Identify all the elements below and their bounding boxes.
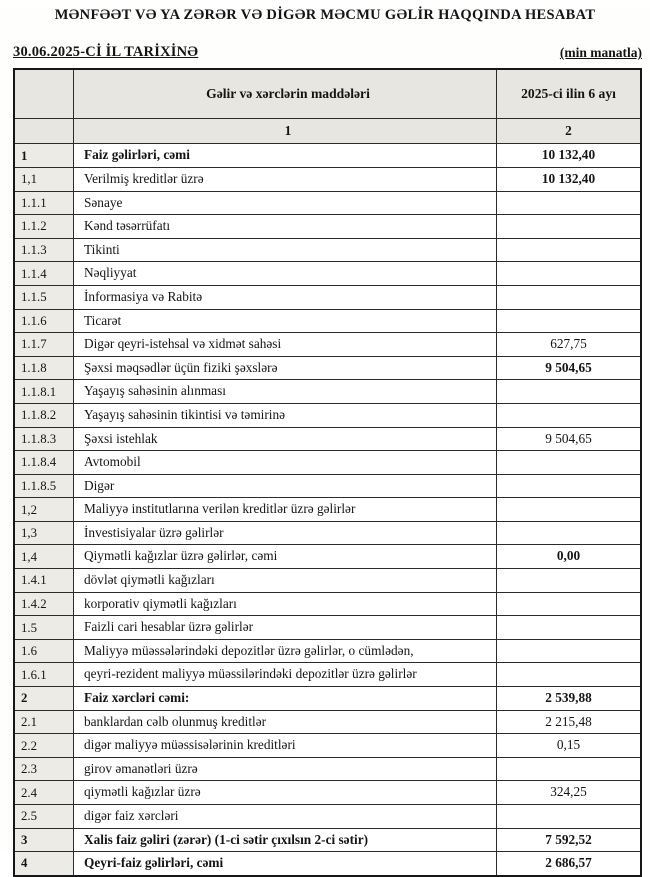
table-row [15, 144, 640, 168]
table-header-row [15, 70, 640, 119]
header-items-cell: Gəlir və xərclərin maddələri [74, 70, 497, 118]
row-number: 1.1.5 [15, 286, 74, 309]
row-number: 2.5 [15, 805, 74, 828]
table-row [15, 545, 640, 569]
row-value [497, 262, 640, 285]
row-number: 1.1.1 [15, 192, 74, 215]
index-period-cell: 2 [565, 123, 572, 139]
table-row [15, 239, 640, 263]
table-row [15, 428, 640, 452]
row-label: digər maliyyə müəssisələrinin kreditləri [74, 734, 497, 757]
table-row [15, 734, 640, 758]
row-number: 1.1.4 [15, 262, 74, 285]
table-row [15, 663, 640, 687]
table-row [15, 805, 640, 829]
row-number: 1 [15, 144, 74, 167]
row-number: 1.6.1 [15, 663, 74, 686]
row-value: 9 504,65 [545, 359, 592, 375]
row-value [497, 380, 640, 403]
table-row [15, 380, 640, 404]
row-value: 2 686,57 [545, 855, 592, 871]
row-value: 9 504,65 [545, 430, 592, 446]
row-number: 2.1 [15, 711, 74, 734]
row-number: 3 [15, 829, 74, 852]
row-value: 324,25 [550, 784, 587, 800]
table-row [15, 475, 640, 499]
row-number: 1.4.2 [15, 593, 74, 616]
table-row [15, 286, 640, 310]
row-label: Digər [74, 475, 497, 498]
row-label: korporativ qiymətli kağızları [74, 593, 497, 616]
table-row [15, 215, 640, 239]
row-value: 2 215,48 [545, 713, 592, 729]
row-number: 1,4 [15, 545, 74, 568]
row-label: İnvestisiyalar üzrə gəlirlər [74, 522, 497, 545]
header-number-cell [15, 70, 74, 118]
row-label: Sənaye [74, 192, 497, 215]
row-label: Tikinti [74, 239, 497, 262]
row-label: İnformasiya və Rabitə [74, 286, 497, 309]
row-label: Yaşayış sahəsinin tikintisi və təmirinə [74, 404, 497, 427]
subtitle-row [13, 44, 642, 61]
row-number: 2.3 [15, 758, 74, 781]
row-value [497, 593, 640, 616]
row-label: Şəxsi məqsədlər üçün fiziki şəxslərə [74, 357, 497, 380]
row-value [497, 239, 640, 262]
row-number: 1.1.8.5 [15, 475, 74, 498]
row-value [497, 758, 640, 781]
row-value: 7 592,52 [545, 831, 592, 847]
table-row [15, 569, 640, 593]
row-label: Yaşayış sahəsinin alınması [74, 380, 497, 403]
table-row [15, 781, 640, 805]
row-label: Şəxsi istehlak [74, 428, 497, 451]
row-value: 10 132,40 [541, 170, 596, 186]
row-number: 1.1.2 [15, 215, 74, 238]
row-value [497, 498, 640, 521]
row-value [497, 522, 640, 545]
row-value [497, 616, 640, 639]
table-row [15, 168, 640, 192]
row-label: Nəqliyyat [74, 262, 497, 285]
row-number: 2.4 [15, 781, 74, 804]
row-value [497, 475, 640, 498]
row-number: 2 [15, 687, 74, 710]
row-value [497, 404, 640, 427]
row-number: 1.1.8.2 [15, 404, 74, 427]
row-label: Verilmiş kreditlər üzrə [74, 168, 497, 191]
row-label: Qiymətli kağızlar üzrə gəlirlər, cəmi [74, 545, 497, 568]
row-value: 0,15 [556, 737, 581, 753]
row-value [497, 663, 640, 686]
row-number: 1.6 [15, 640, 74, 663]
row-number: 1.1.6 [15, 310, 74, 333]
row-number: 1.1.7 [15, 333, 74, 356]
table-row [15, 310, 640, 334]
row-value [497, 569, 640, 592]
row-label: Maliyyə müəssələrindəki depozitlər üzrə gəlirlər, o cümlədən, [74, 640, 497, 663]
table-row [15, 687, 640, 711]
row-value: 0,00 [556, 548, 581, 564]
row-number: 1.4.1 [15, 569, 74, 592]
row-number: 1.1.8.1 [15, 380, 74, 403]
row-value [497, 215, 640, 238]
row-label: Avtomobil [74, 451, 497, 474]
row-number: 1,3 [15, 522, 74, 545]
header-period-cell: 2025-ci ilin 6 ayı [521, 85, 616, 101]
row-label: Maliyyə institutlarına verilən kreditlər üzrə gəlirlər [74, 498, 497, 521]
table-row [15, 333, 640, 357]
row-label: banklardan cəlb olunmuş kreditlər [74, 711, 497, 734]
row-label: dövlət qiymətli kağızları [74, 569, 497, 592]
row-label: digər faiz xərcləri [74, 805, 497, 828]
index-items-cell: 1 [74, 119, 497, 143]
row-value [497, 640, 640, 663]
row-label: Digər qeyri-istehsal və xidmət sahəsi [74, 333, 497, 356]
row-label: Faiz xərcləri cəmi: [74, 687, 497, 710]
table-row [15, 451, 640, 475]
row-label: qiymətli kağızlar üzrə [74, 781, 497, 804]
row-number: 1,1 [15, 168, 74, 191]
row-label: qeyri-rezident maliyyə müəssilərindəki depozitlər üzrə gəlirlər [74, 663, 497, 686]
row-number: 1.1.3 [15, 239, 74, 262]
row-value [497, 310, 640, 333]
row-value: 10 132,40 [541, 147, 596, 163]
table-row [15, 357, 640, 381]
row-label: Kənd təsərrüfatı [74, 215, 497, 238]
table-row [15, 616, 640, 640]
row-number: 1,2 [15, 498, 74, 521]
row-value: 2 539,88 [545, 690, 592, 706]
row-value: 627,75 [550, 336, 587, 352]
table-row [15, 498, 640, 522]
table-row [15, 640, 640, 664]
unit-note: (min manatla) [559, 45, 642, 61]
row-label: Xalis faiz gəliri (zərər) (1-ci sətir çıxılsın 2-ci sətir) [74, 829, 497, 852]
row-label: Ticarət [74, 310, 497, 333]
table-row [15, 262, 640, 286]
table-row [15, 404, 640, 428]
row-number: 1.1.8.4 [15, 451, 74, 474]
document-page [0, 7, 650, 871]
index-number-cell [15, 119, 74, 143]
row-value [497, 192, 640, 215]
row-label: girov əmanətləri üzrə [74, 758, 497, 781]
row-number: 1.5 [15, 616, 74, 639]
income-statement-table [13, 68, 642, 876]
table-row [15, 758, 640, 782]
table-row [15, 593, 640, 617]
table-row [15, 522, 640, 546]
row-value [497, 286, 640, 309]
row-label: Qeyri-faiz gəlirləri, cəmi [74, 852, 497, 875]
page-title: MƏNFƏƏT VƏ YA ZƏRƏR VƏ DİGƏR MƏCMU GƏLİR HAQQINDA HESABAT [54, 7, 596, 23]
row-label: Faiz gəlirləri, cəmi [74, 144, 497, 167]
row-label: Faizli cari hesablar üzrə gəlirlər [74, 616, 497, 639]
table-row [15, 829, 640, 853]
table-column-index-row [15, 119, 640, 144]
row-value [497, 805, 640, 828]
row-number: 2.2 [15, 734, 74, 757]
row-number: 1.1.8.3 [15, 428, 74, 451]
row-number: 1.1.8 [15, 357, 74, 380]
table-row [15, 852, 640, 875]
report-date: 30.06.2025-Cİ İL TARİXİNƏ [13, 44, 199, 61]
table-row [15, 711, 640, 735]
table-body [15, 144, 640, 874]
row-value [497, 451, 640, 474]
row-number: 4 [15, 852, 74, 875]
table-row [15, 192, 640, 216]
